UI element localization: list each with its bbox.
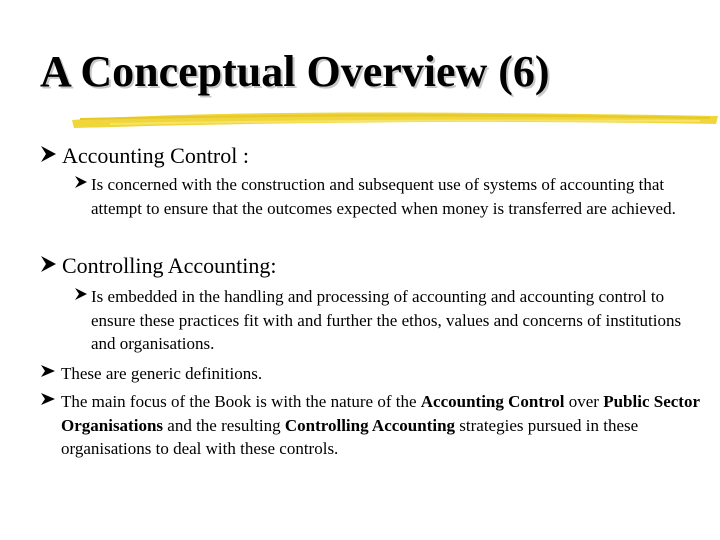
emphasis-accounting-control: Accounting Control <box>420 392 565 411</box>
text-segment: The main focus of the Book is with the nature of the <box>61 392 421 411</box>
arrow-bullet-icon <box>40 143 62 165</box>
bullet-text: Is embedded in the handling and processing of accounting and accounting control to ensure these practices fit with and further the ethos, values and concerns of institutions and organisations. <box>91 287 682 353</box>
bullet-controlling-accounting-definition <box>74 285 694 356</box>
bullet-text: These are generic definitions. <box>61 364 263 383</box>
arrow-bullet-icon <box>40 390 61 408</box>
bullet-text: Accounting Control : <box>62 143 249 168</box>
title-underline-brush <box>70 106 720 132</box>
bullet-text: Controlling Accounting: <box>62 253 277 278</box>
bullet-accounting-control-definition <box>74 173 694 220</box>
slide-title: A Conceptual Overview (6) <box>40 47 550 96</box>
emphasis-public-sector-organisations: Public Sector Organisations <box>61 392 700 435</box>
bullet-text: Is concerned with the construction and subsequent use of systems of accounting that attempt to ensure that the outcomes expected when money is transferred are achieved. <box>91 175 676 218</box>
bullet-controlling-accounting <box>40 253 700 279</box>
bullet-text <box>61 390 702 461</box>
text-segment: over <box>564 392 604 411</box>
bullet-accounting-control <box>40 143 700 169</box>
bullet-main-focus <box>40 390 702 461</box>
arrow-bullet-icon <box>40 362 61 380</box>
bullet-generic-definitions <box>40 362 700 386</box>
arrow-bullet-icon <box>74 173 91 191</box>
arrow-bullet-icon <box>74 285 91 303</box>
arrow-bullet-icon <box>40 253 62 275</box>
emphasis-controlling-accounting: Controlling Accounting <box>284 415 456 435</box>
text-segment: and the resulting <box>163 415 285 435</box>
text-segment: strategies pursued in these organisations to deal with these controls. <box>61 415 639 458</box>
